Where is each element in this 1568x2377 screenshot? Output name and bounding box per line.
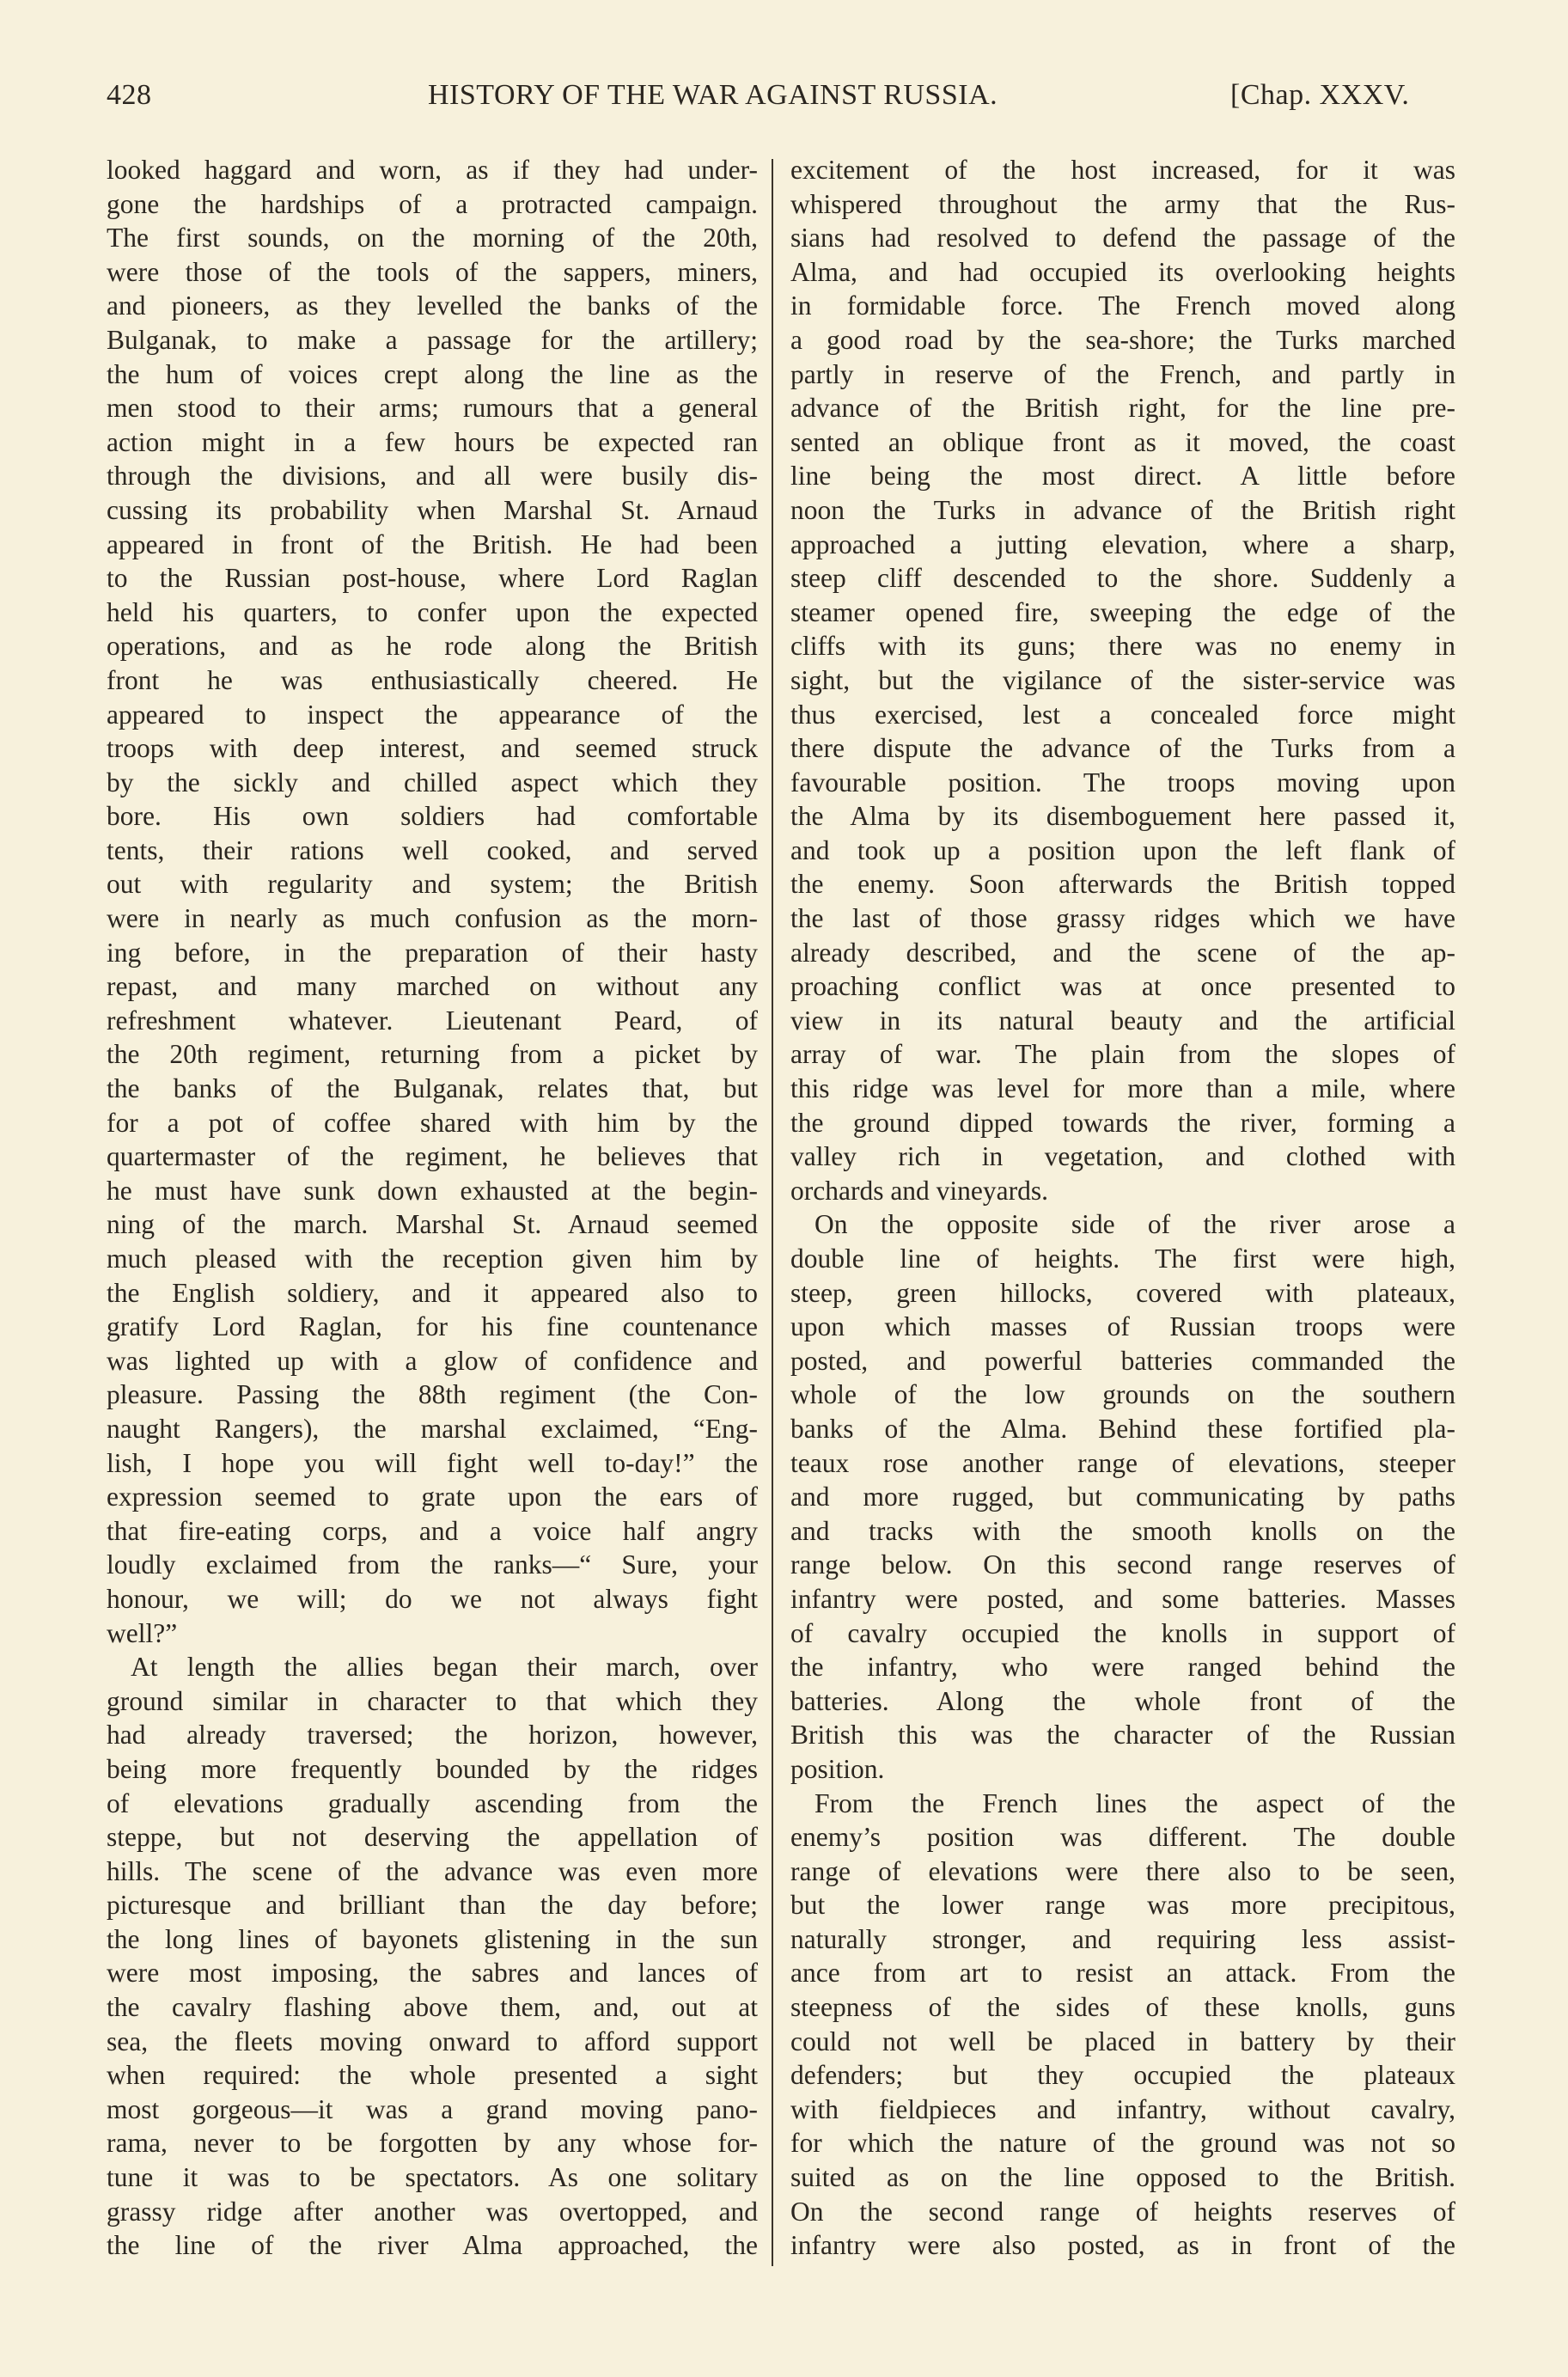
text-line: range of elevations were there also to be seen,: [790, 1855, 1455, 1886]
text-line: there dispute the advance of the Turks from a: [790, 733, 1455, 764]
text-line: troops with deep interest, and seemed struck: [107, 733, 758, 764]
paragraph: [790, 1787, 1455, 2263]
left-column: [107, 153, 758, 2263]
text-line: From the French lines the aspect of the: [815, 1787, 1455, 1818]
text-line: steamer opened fire, sweeping the edge of the: [790, 596, 1455, 627]
text-line: that fire-eating corps, and a voice half angry: [107, 1515, 758, 1546]
text-line: lish, I hope you will fight well to-day!” the: [107, 1447, 758, 1478]
text-line: orchards and vineyards.: [790, 1175, 1049, 1206]
text-line: of elevations gradually ascending from the: [107, 1787, 758, 1818]
text-line: in formidable force. The French moved along: [790, 290, 1455, 321]
text-line: sight, but the vigilance of the sister-service was: [790, 664, 1455, 695]
text-line: enemy’s position was different. The double: [790, 1822, 1455, 1853]
text-line: gone the hardships of a protracted campaign.: [107, 188, 758, 219]
text-line: batteries. Along the whole front of the: [790, 1685, 1455, 1716]
text-line: Alma, and had occupied its overlooking heights: [790, 256, 1455, 287]
paragraph: [107, 1650, 758, 2263]
text-line: infantry were posted, and some batteries. Masses: [790, 1583, 1455, 1614]
text-line: and more rugged, but communicating by paths: [790, 1482, 1455, 1512]
text-line: cussing its probability when Marshal St. Arnaud: [107, 494, 758, 525]
text-line: for a pot of coffee shared with him by the: [107, 1107, 758, 1138]
text-line: the banks of the Bulganak, relates that, but: [107, 1073, 758, 1104]
text-line: ground similar in character to that which they: [107, 1685, 758, 1716]
text-line: when required: the whole presented a sight: [107, 2060, 758, 2091]
text-line: this ridge was level for more than a mile, where: [790, 1073, 1455, 1104]
text-line: gratify Lord Raglan, for his fine countenance: [107, 1311, 758, 1342]
text-line: held his quarters, to confer upon the expected: [107, 596, 758, 627]
text-line: the enemy. Soon afterwards the British topped: [790, 869, 1455, 900]
text-line: suited as on the line opposed to the British.: [790, 2162, 1455, 2193]
text-line: banks of the Alma. Behind these fortified pla-: [790, 1413, 1455, 1444]
text-line: range below. On this second range reserves of: [790, 1549, 1455, 1580]
text-line: defenders; but they occupied the plateaux: [790, 2060, 1455, 2091]
text-line: infantry were also posted, as in front of the: [790, 2230, 1455, 2261]
text-line: pleasure. Passing the 88th regiment (the Con-: [107, 1379, 758, 1410]
text-line: but the lower range was more precipitous,: [790, 1890, 1455, 1921]
text-line: action might in a few hours be expected ran: [107, 426, 758, 457]
text-line: sented an oblique front as it moved, the coast: [790, 426, 1455, 457]
text-line: the line of the river Alma approached, the: [107, 2230, 758, 2261]
text-line: steep cliff descended to the shore. Suddenly a: [790, 563, 1455, 594]
text-line: advance of the British right, for the line pre-: [790, 393, 1455, 424]
text-line: the Alma by its disemboguement here passed it,: [790, 801, 1455, 832]
text-line: front he was enthusiastically cheered. He: [107, 664, 758, 695]
text-line: through the divisions, and all were busily dis-: [107, 461, 758, 492]
running-title: HISTORY OF THE WAR AGAINST RUSSIA.: [428, 79, 998, 111]
text-line: thus exercised, lest a concealed force might: [790, 699, 1455, 730]
text-line: honour, we will; do we not always fight: [107, 1583, 758, 1614]
text-line: the ground dipped towards the river, forming a: [790, 1107, 1455, 1138]
text-line: view in its natural beauty and the artificial: [790, 1005, 1455, 1036]
text-line: a good road by the sea-shore; the Turks marched: [790, 324, 1455, 355]
text-line: hills. The scene of the advance was even more: [107, 1855, 758, 1886]
text-line: British this was the character of the Russian: [790, 1720, 1455, 1751]
text-line: men stood to their arms; rumours that a general: [107, 393, 758, 424]
text-line: appeared to inspect the appearance of the: [107, 699, 758, 730]
chapter-label: [Chap. XXXV.: [1230, 79, 1410, 111]
text-line: loudly exclaimed from the ranks—“ Sure, your: [107, 1549, 758, 1580]
text-line: steepness of the sides of these knolls, guns: [790, 1992, 1455, 2023]
text-line: On the second range of heights reserves of: [790, 2196, 1455, 2227]
text-line: position.: [790, 1753, 885, 1784]
text-line: of cavalry occupied the knolls in support of: [790, 1617, 1455, 1648]
text-line: approached a jutting elevation, where a sharp,: [790, 529, 1455, 559]
text-line: expression seemed to grate upon the ears of: [107, 1482, 758, 1512]
text-line: The first sounds, on the morning of the 20th,: [107, 223, 758, 254]
text-line: much pleased with the reception given him by: [107, 1243, 758, 1274]
text-line: naught Rangers), the marshal exclaimed, “Eng-: [107, 1413, 758, 1444]
text-line: the cavalry flashing above them, and, out at: [107, 1992, 758, 2023]
text-line: double line of heights. The first were high,: [790, 1243, 1455, 1274]
text-line: the hum of voices crept along the line as the: [107, 358, 758, 389]
text-line: Bulganak, to make a passage for the artillery;: [107, 324, 758, 355]
right-column: [790, 153, 1455, 2263]
text-line: excitement of the host increased, for it was: [790, 155, 1455, 185]
text-line: appeared in front of the British. He had been: [107, 529, 758, 559]
text-line: were most imposing, the sabres and lances of: [107, 1958, 758, 1989]
text-line: had already traversed; the horizon, however,: [107, 1720, 758, 1751]
page-number: 428: [107, 79, 152, 111]
text-line: repast, and many marched on without any: [107, 971, 758, 1002]
text-line: tune it was to be spectators. As one solitary: [107, 2162, 758, 2193]
text-line: by the sickly and chilled aspect which they: [107, 767, 758, 797]
text-line: line being the most direct. A little before: [790, 461, 1455, 492]
text-line: tents, their rations well cooked, and served: [107, 834, 758, 865]
column-divider: [772, 159, 773, 2266]
text-line: sea, the fleets moving onward to afford support: [107, 2026, 758, 2056]
text-line: most gorgeous—it was a grand moving pano-: [107, 2093, 758, 2124]
text-line: whole of the low grounds on the southern: [790, 1379, 1455, 1410]
text-line: bore. His own soldiers had comfortable: [107, 801, 758, 832]
text-line: he must have sunk down exhausted at the begin-: [107, 1175, 758, 1206]
text-line: noon the Turks in advance of the British right: [790, 494, 1455, 525]
text-line: and pioneers, as they levelled the banks of the: [107, 290, 758, 321]
text-line: cliffs with its guns; there was no enemy in: [790, 631, 1455, 662]
text-line: well?”: [107, 1617, 178, 1648]
text-line: steep, green hillocks, covered with plateaux,: [790, 1277, 1455, 1308]
text-line: for which the nature of the ground was not so: [790, 2128, 1455, 2159]
text-line: and took up a position upon the left flank of: [790, 834, 1455, 865]
text-line: ning of the march. Marshal St. Arnaud seemed: [107, 1209, 758, 1240]
text-line: the last of those grassy ridges which we have: [790, 903, 1455, 934]
text-line: the long lines of bayonets glistening in the sun: [107, 1923, 758, 1954]
text-line: operations, and as he rode along the British: [107, 631, 758, 662]
text-line: array of war. The plain from the slopes of: [790, 1039, 1455, 1070]
text-line: refreshment whatever. Lieutenant Peard, of: [107, 1005, 758, 1036]
text-line: was lighted up with a glow of confidence and: [107, 1345, 758, 1376]
text-line: out with regularity and system; the British: [107, 869, 758, 900]
text-line: looked haggard and worn, as if they had under-: [107, 155, 758, 185]
text-line: already described, and the scene of the ap-: [790, 937, 1455, 968]
text-line: At length the allies began their march, over: [131, 1652, 758, 1683]
text-line: favourable position. The troops moving upon: [790, 767, 1455, 797]
paragraph: [790, 1207, 1455, 1786]
text-line: proaching conflict was at once presented to: [790, 971, 1455, 1002]
text-line: grassy ridge after another was overtopped, and: [107, 2196, 758, 2227]
text-line: steppe, but not deserving the appellation of: [107, 1822, 758, 1853]
text-line: the infantry, who were ranged behind the: [790, 1652, 1455, 1683]
text-line: On the opposite side of the river arose a: [815, 1209, 1455, 1240]
text-line: the 20th regiment, returning from a picket by: [107, 1039, 758, 1070]
text-line: to the Russian post-house, where Lord Raglan: [107, 563, 758, 594]
paragraph: [107, 153, 758, 1650]
text-line: partly in reserve of the French, and partly in: [790, 358, 1455, 389]
text-line: and tracks with the smooth knolls on the: [790, 1515, 1455, 1546]
text-line: rama, never to be forgotten by any whose for-: [107, 2128, 758, 2159]
text-line: the English soldiery, and it appeared also to: [107, 1277, 758, 1308]
paragraph: [790, 153, 1455, 1207]
text-line: were those of the tools of the sappers, miners,: [107, 256, 758, 287]
text-line: teaux rose another range of elevations, steeper: [790, 1447, 1455, 1478]
text-line: quartermaster of the regiment, he believes that: [107, 1141, 758, 1172]
text-line: ance from art to resist an attack. From the: [790, 1958, 1455, 1989]
text-line: naturally stronger, and requiring less assist-: [790, 1923, 1455, 1954]
text-line: upon which masses of Russian troops were: [790, 1311, 1455, 1342]
text-line: could not well be placed in battery by their: [790, 2026, 1455, 2056]
text-line: sians had resolved to defend the passage of the: [790, 223, 1455, 254]
text-line: ing before, in the preparation of their hasty: [107, 937, 758, 968]
text-line: were in nearly as much confusion as the morn-: [107, 903, 758, 934]
text-line: valley rich in vegetation, and clothed with: [790, 1141, 1455, 1172]
text-line: whispered throughout the army that the Rus-: [790, 188, 1455, 219]
text-line: picturesque and brilliant than the day before;: [107, 1890, 758, 1921]
text-line: posted, and powerful batteries commanded the: [790, 1345, 1455, 1376]
text-line: with fieldpieces and infantry, without cavalry,: [790, 2093, 1455, 2124]
text-line: being more frequently bounded by the ridges: [107, 1753, 758, 1784]
